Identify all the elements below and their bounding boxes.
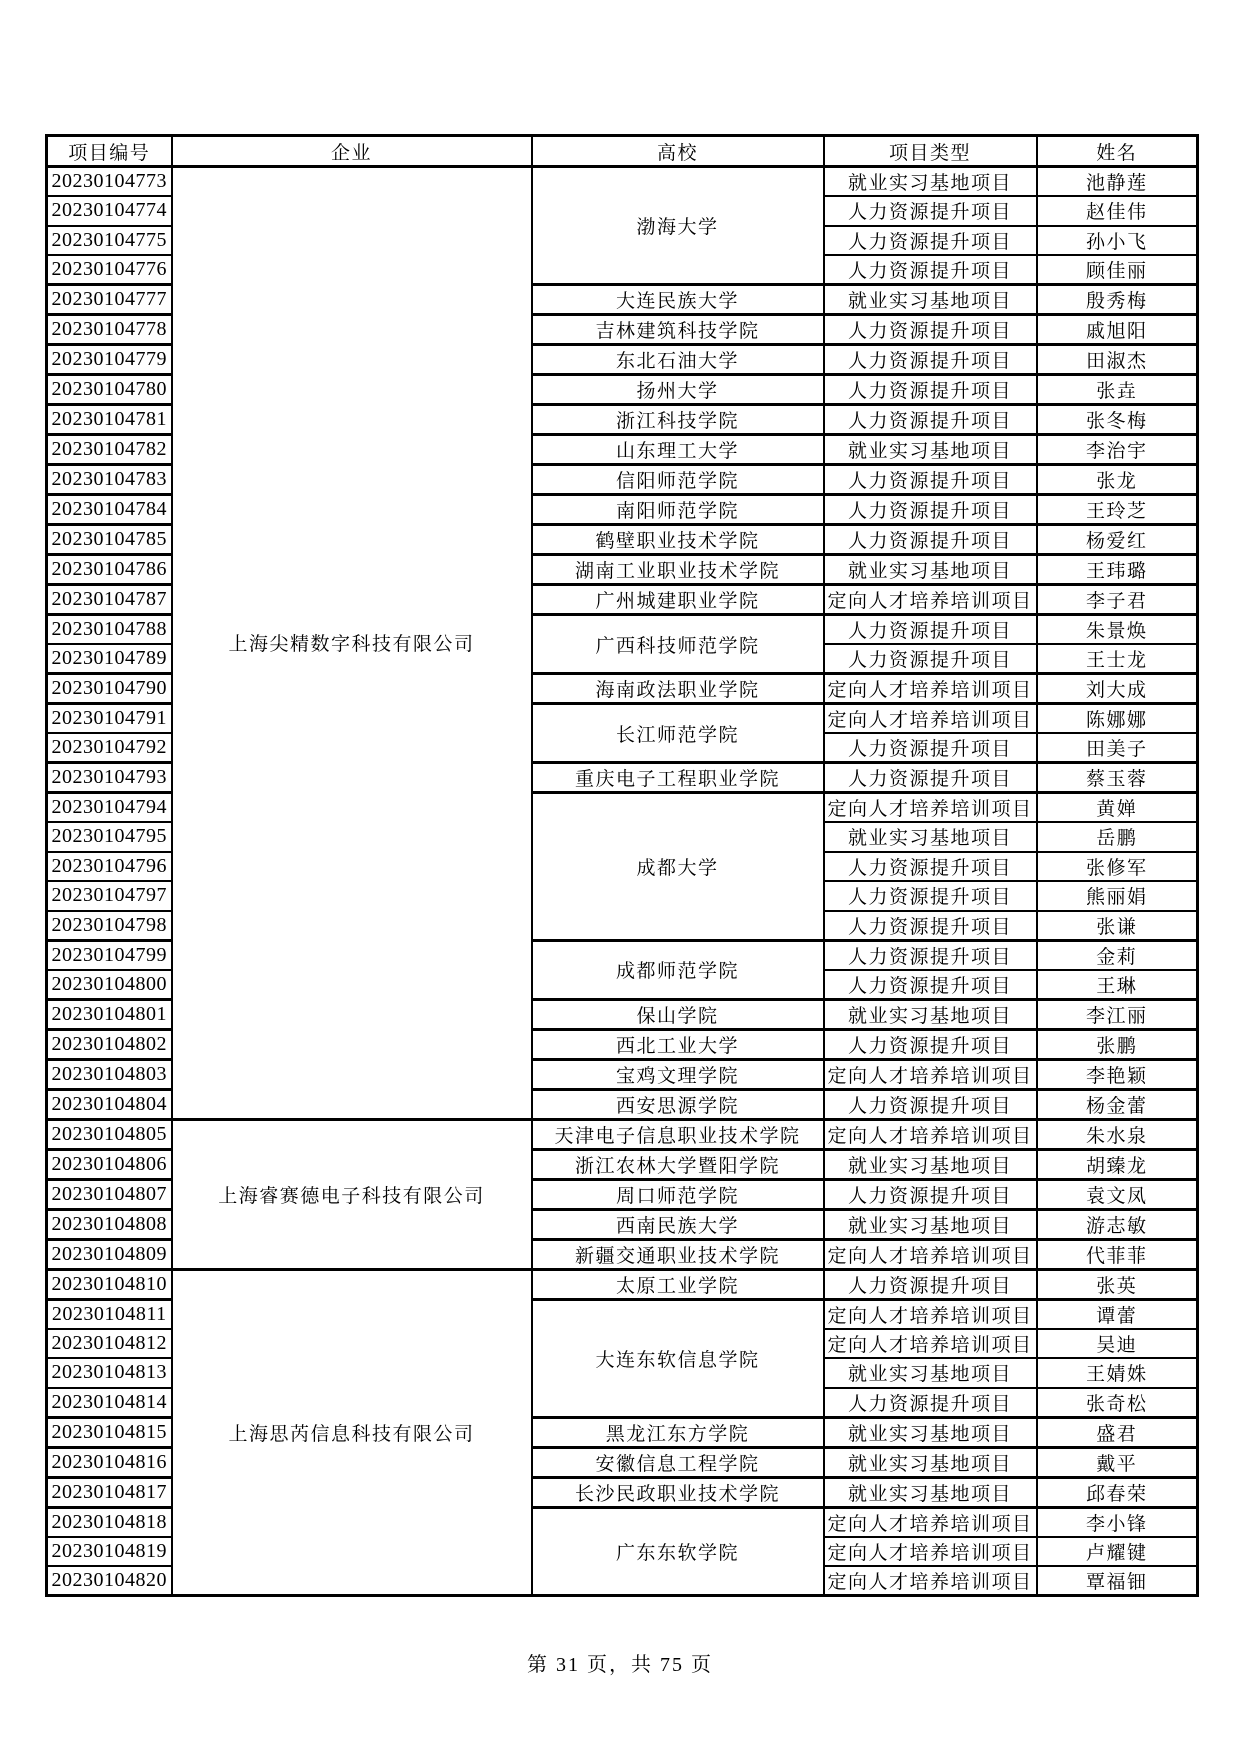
cell-project-id: 20230104783 [47, 465, 172, 495]
cell-project-id: 20230104774 [47, 196, 172, 226]
cell-project-type: 就业实习基地项目 [824, 1417, 1037, 1447]
cell-person-name: 田美子 [1037, 733, 1198, 763]
cell-project-type: 人力资源提升项目 [824, 1179, 1037, 1209]
cell-project-id: 20230104777 [47, 285, 172, 315]
cell-project-id: 20230104816 [47, 1447, 172, 1477]
cell-person-name: 游志敏 [1037, 1209, 1198, 1239]
cell-project-id: 20230104796 [47, 852, 172, 882]
cell-project-id: 20230104775 [47, 226, 172, 256]
cell-project-type: 人力资源提升项目 [824, 970, 1037, 1000]
cell-school: 信阳师范学院 [532, 465, 824, 495]
cell-project-type: 就业实习基地项目 [824, 1477, 1037, 1507]
cell-school: 天津电子信息职业技术学院 [532, 1119, 824, 1149]
cell-project-type: 人力资源提升项目 [824, 763, 1037, 793]
cell-project-id: 20230104809 [47, 1239, 172, 1269]
cell-project-id: 20230104798 [47, 911, 172, 941]
cell-school: 大连东软信息学院 [532, 1299, 824, 1417]
cell-project-type: 就业实习基地项目 [824, 822, 1037, 852]
table-row [47, 1269, 1198, 1299]
cell-project-id: 20230104817 [47, 1477, 172, 1507]
cell-person-name: 刘大成 [1037, 674, 1198, 704]
cell-project-id: 20230104799 [47, 940, 172, 970]
cell-person-name: 朱水泉 [1037, 1119, 1198, 1149]
cell-person-name: 盛君 [1037, 1417, 1198, 1447]
cell-person-name: 金莉 [1037, 940, 1198, 970]
cell-person-name: 王士龙 [1037, 644, 1198, 674]
cell-school: 湖南工业职业技术学院 [532, 555, 824, 585]
cell-project-type: 定向人才培养培训项目 [824, 704, 1037, 734]
cell-person-name: 田淑杰 [1037, 345, 1198, 375]
cell-school: 山东理工大学 [532, 435, 824, 465]
cell-person-name: 戚旭阳 [1037, 315, 1198, 345]
cell-person-name: 殷秀梅 [1037, 285, 1198, 315]
cell-school: 大连民族大学 [532, 285, 824, 315]
cell-school: 周口师范学院 [532, 1179, 824, 1209]
cell-person-name: 李小锋 [1037, 1507, 1198, 1537]
table-row [47, 1119, 1198, 1149]
cell-project-id: 20230104789 [47, 644, 172, 674]
table-header-row [47, 136, 1198, 167]
cell-project-type: 就业实习基地项目 [824, 167, 1037, 197]
cell-project-id: 20230104784 [47, 495, 172, 525]
cell-project-id: 20230104786 [47, 555, 172, 585]
cell-school: 鹤壁职业技术学院 [532, 525, 824, 555]
cell-project-id: 20230104810 [47, 1269, 172, 1299]
cell-school: 安徽信息工程学院 [532, 1447, 824, 1477]
cell-project-type: 人力资源提升项目 [824, 1388, 1037, 1418]
table-header [47, 136, 1198, 167]
cell-project-id: 20230104813 [47, 1358, 172, 1388]
cell-person-name: 张修军 [1037, 852, 1198, 882]
cell-school: 重庆电子工程职业学院 [532, 763, 824, 793]
table-body [47, 167, 1198, 1596]
cell-project-type: 人力资源提升项目 [824, 940, 1037, 970]
cell-project-type: 人力资源提升项目 [824, 1029, 1037, 1059]
cell-school: 保山学院 [532, 999, 824, 1029]
cell-school: 西北工业大学 [532, 1029, 824, 1059]
cell-project-id: 20230104787 [47, 585, 172, 615]
cell-project-type: 人力资源提升项目 [824, 345, 1037, 375]
cell-project-id: 20230104814 [47, 1388, 172, 1418]
cell-person-name: 蔡玉蓉 [1037, 763, 1198, 793]
cell-school: 南阳师范学院 [532, 495, 824, 525]
cell-school: 广西科技师范学院 [532, 615, 824, 674]
cell-company: 上海尖精数字科技有限公司 [172, 167, 532, 1120]
cell-school: 长江师范学院 [532, 704, 824, 763]
cell-person-name: 袁文凤 [1037, 1179, 1198, 1209]
column-header: 高校 [532, 136, 824, 167]
cell-school: 浙江科技学院 [532, 405, 824, 435]
cell-school: 广州城建职业学院 [532, 585, 824, 615]
cell-project-id: 20230104782 [47, 435, 172, 465]
column-header: 企业 [172, 136, 532, 167]
cell-project-id: 20230104803 [47, 1059, 172, 1089]
cell-project-type: 定向人才培养培训项目 [824, 674, 1037, 704]
cell-person-name: 王婧姝 [1037, 1358, 1198, 1388]
cell-person-name: 张垚 [1037, 375, 1198, 405]
cell-project-type: 定向人才培养培训项目 [824, 1329, 1037, 1359]
cell-person-name: 孙小飞 [1037, 226, 1198, 256]
cell-project-type: 人力资源提升项目 [824, 733, 1037, 763]
cell-person-name: 王琳 [1037, 970, 1198, 1000]
cell-person-name: 池静莲 [1037, 167, 1198, 197]
cell-school: 渤海大学 [532, 167, 824, 285]
cell-project-type: 人力资源提升项目 [824, 911, 1037, 941]
cell-person-name: 张龙 [1037, 465, 1198, 495]
table-row [47, 167, 1198, 197]
cell-project-id: 20230104806 [47, 1149, 172, 1179]
cell-person-name: 张英 [1037, 1269, 1198, 1299]
cell-project-type: 定向人才培养培训项目 [824, 1119, 1037, 1149]
cell-school: 太原工业学院 [532, 1269, 824, 1299]
cell-person-name: 张冬梅 [1037, 405, 1198, 435]
cell-project-id: 20230104807 [47, 1179, 172, 1209]
cell-person-name: 朱景焕 [1037, 615, 1198, 645]
column-header: 姓名 [1037, 136, 1198, 167]
cell-project-type: 人力资源提升项目 [824, 615, 1037, 645]
cell-project-id: 20230104808 [47, 1209, 172, 1239]
cell-person-name: 李治宇 [1037, 435, 1198, 465]
cell-person-name: 赵佳伟 [1037, 196, 1198, 226]
roster-table [45, 134, 1199, 1597]
cell-project-type: 就业实习基地项目 [824, 1209, 1037, 1239]
cell-project-type: 人力资源提升项目 [824, 1269, 1037, 1299]
cell-project-id: 20230104795 [47, 822, 172, 852]
cell-person-name: 戴平 [1037, 1447, 1198, 1477]
cell-project-type: 人力资源提升项目 [824, 881, 1037, 911]
cell-person-name: 邱春荣 [1037, 1477, 1198, 1507]
cell-project-type: 定向人才培养培训项目 [824, 1239, 1037, 1269]
cell-project-id: 20230104781 [47, 405, 172, 435]
cell-project-type: 就业实习基地项目 [824, 1447, 1037, 1477]
cell-project-id: 20230104785 [47, 525, 172, 555]
cell-person-name: 张奇松 [1037, 1388, 1198, 1418]
cell-school: 浙江农林大学暨阳学院 [532, 1149, 824, 1179]
cell-project-type: 人力资源提升项目 [824, 405, 1037, 435]
cell-person-name: 杨金蕾 [1037, 1089, 1198, 1119]
cell-school: 广东东软学院 [532, 1507, 824, 1596]
cell-project-id: 20230104805 [47, 1119, 172, 1149]
cell-school: 长沙民政职业技术学院 [532, 1477, 824, 1507]
cell-person-name: 陈娜娜 [1037, 704, 1198, 734]
cell-school: 宝鸡文理学院 [532, 1059, 824, 1089]
cell-school: 西南民族大学 [532, 1209, 824, 1239]
cell-project-type: 就业实习基地项目 [824, 435, 1037, 465]
cell-person-name: 卢耀键 [1037, 1537, 1198, 1567]
cell-person-name: 顾佳丽 [1037, 255, 1198, 285]
cell-person-name: 李艳颖 [1037, 1059, 1198, 1089]
cell-person-name: 谭蕾 [1037, 1299, 1198, 1329]
cell-project-id: 20230104778 [47, 315, 172, 345]
cell-school: 吉林建筑科技学院 [532, 315, 824, 345]
cell-school: 成都师范学院 [532, 940, 824, 999]
cell-project-type: 人力资源提升项目 [824, 525, 1037, 555]
cell-person-name: 吴迪 [1037, 1329, 1198, 1359]
cell-school: 扬州大学 [532, 375, 824, 405]
cell-project-type: 定向人才培养培训项目 [824, 1059, 1037, 1089]
cell-person-name: 黄婵 [1037, 793, 1198, 823]
cell-project-type: 定向人才培养培训项目 [824, 1507, 1037, 1537]
cell-project-type: 定向人才培养培训项目 [824, 793, 1037, 823]
cell-person-name: 张谦 [1037, 911, 1198, 941]
cell-project-id: 20230104819 [47, 1537, 172, 1567]
cell-project-id: 20230104776 [47, 255, 172, 285]
cell-project-type: 人力资源提升项目 [824, 196, 1037, 226]
cell-project-id: 20230104804 [47, 1089, 172, 1119]
cell-project-type: 人力资源提升项目 [824, 1089, 1037, 1119]
cell-person-name: 胡臻龙 [1037, 1149, 1198, 1179]
cell-project-type: 定向人才培养培训项目 [824, 1566, 1037, 1596]
cell-school: 新疆交通职业技术学院 [532, 1239, 824, 1269]
cell-project-type: 就业实习基地项目 [824, 1149, 1037, 1179]
cell-project-type: 人力资源提升项目 [824, 465, 1037, 495]
column-header: 项目编号 [47, 136, 172, 167]
cell-project-id: 20230104780 [47, 375, 172, 405]
cell-project-id: 20230104800 [47, 970, 172, 1000]
cell-project-type: 人力资源提升项目 [824, 495, 1037, 525]
cell-company: 上海睿赛德电子科技有限公司 [172, 1119, 532, 1269]
cell-project-id: 20230104773 [47, 167, 172, 197]
cell-project-type: 定向人才培养培训项目 [824, 1537, 1037, 1567]
cell-project-id: 20230104797 [47, 881, 172, 911]
cell-person-name: 杨爱红 [1037, 525, 1198, 555]
cell-project-type: 就业实习基地项目 [824, 999, 1037, 1029]
cell-project-id: 20230104802 [47, 1029, 172, 1059]
cell-project-type: 人力资源提升项目 [824, 644, 1037, 674]
cell-project-type: 人力资源提升项目 [824, 375, 1037, 405]
cell-project-type: 定向人才培养培训项目 [824, 585, 1037, 615]
cell-person-name: 李江丽 [1037, 999, 1198, 1029]
cell-person-name: 王玮璐 [1037, 555, 1198, 585]
cell-project-id: 20230104818 [47, 1507, 172, 1537]
cell-project-id: 20230104779 [47, 345, 172, 375]
cell-project-id: 20230104812 [47, 1329, 172, 1359]
cell-project-id: 20230104794 [47, 793, 172, 823]
cell-person-name: 岳鹏 [1037, 822, 1198, 852]
page-number-footer: 第 31 页，共 75 页 [527, 1654, 713, 1676]
cell-project-id: 20230104793 [47, 763, 172, 793]
cell-school: 黑龙江东方学院 [532, 1417, 824, 1447]
cell-project-id: 20230104791 [47, 704, 172, 734]
cell-school: 海南政法职业学院 [532, 674, 824, 704]
cell-project-type: 人力资源提升项目 [824, 315, 1037, 345]
column-header: 项目类型 [824, 136, 1037, 167]
cell-project-id: 20230104811 [47, 1299, 172, 1329]
cell-project-type: 就业实习基地项目 [824, 1358, 1037, 1388]
cell-person-name: 李子君 [1037, 585, 1198, 615]
cell-project-type: 人力资源提升项目 [824, 226, 1037, 256]
cell-person-name: 王玲芝 [1037, 495, 1198, 525]
cell-project-id: 20230104790 [47, 674, 172, 704]
cell-project-type: 人力资源提升项目 [824, 852, 1037, 882]
cell-person-name: 代菲菲 [1037, 1239, 1198, 1269]
cell-company: 上海思芮信息科技有限公司 [172, 1269, 532, 1596]
cell-project-type: 人力资源提升项目 [824, 255, 1037, 285]
cell-school: 成都大学 [532, 793, 824, 941]
cell-project-id: 20230104815 [47, 1417, 172, 1447]
cell-project-type: 定向人才培养培训项目 [824, 1299, 1037, 1329]
cell-person-name: 熊丽娟 [1037, 881, 1198, 911]
cell-project-id: 20230104801 [47, 999, 172, 1029]
cell-project-type: 就业实习基地项目 [824, 555, 1037, 585]
cell-school: 东北石油大学 [532, 345, 824, 375]
cell-project-id: 20230104820 [47, 1566, 172, 1596]
cell-school: 西安思源学院 [532, 1089, 824, 1119]
cell-project-id: 20230104792 [47, 733, 172, 763]
cell-person-name: 覃福钿 [1037, 1566, 1198, 1596]
cell-project-type: 就业实习基地项目 [824, 285, 1037, 315]
cell-project-id: 20230104788 [47, 615, 172, 645]
cell-person-name: 张鹏 [1037, 1029, 1198, 1059]
